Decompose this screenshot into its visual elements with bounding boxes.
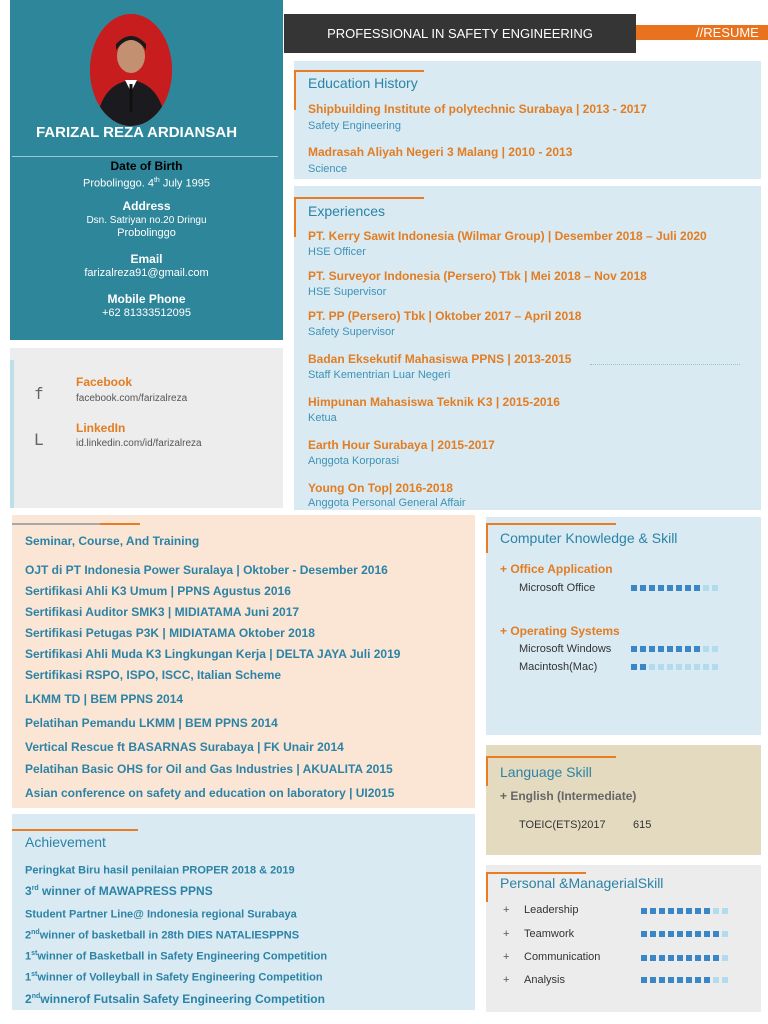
divider — [486, 872, 488, 902]
skill-name: Microsoft Windows — [519, 643, 612, 655]
bullet: + — [503, 904, 510, 916]
skill-bar — [641, 931, 728, 937]
skill-bar-segment — [695, 955, 701, 961]
skill-bar — [641, 908, 728, 914]
skill-bar-segment — [722, 908, 728, 914]
achievement-item: Student Partner Line@ Indonesia regional Surabaya — [25, 908, 297, 921]
skill-name: Communication — [524, 951, 601, 963]
phone-label: Mobile Phone — [107, 292, 186, 306]
linkedin-label[interactable]: LinkedIn — [76, 421, 126, 435]
skill-bar-segment — [676, 646, 682, 652]
skill-bar-segment — [704, 908, 710, 914]
divider — [486, 523, 616, 525]
facebook-icon: f — [34, 384, 44, 403]
skill-bar-segment — [694, 646, 700, 652]
skill-bar-segment — [694, 664, 700, 670]
divider — [12, 156, 278, 157]
skill-bar-segment — [650, 977, 656, 983]
skill-bar-segment — [640, 646, 646, 652]
divider — [294, 197, 296, 237]
skill-bar-segment — [640, 585, 646, 591]
skill-bar-segment — [641, 931, 647, 937]
avatar — [90, 14, 172, 126]
dob-label: Date of Birth — [110, 159, 183, 173]
skill-bar-segment — [659, 931, 665, 937]
experience-role: HSE Officer — [308, 246, 366, 258]
skill-name: Macintosh(Mac) — [519, 661, 598, 673]
experience-org: PT. Kerry Sawit Indonesia (Wilmar Group) | Desember 2018 – Juli 2020 — [308, 229, 707, 243]
experience-org: Himpunan Mahasiswa Teknik K3 | 2015-2016 — [308, 395, 560, 409]
education-org: Madrasah Aliyah Negeri 3 Malang | 2010 - 2013 — [308, 145, 573, 159]
profile-name: FARIZAL REZA ARDIANSAH — [35, 124, 238, 141]
achievement-item: Peringkat Biru hasil penilaian PROPER 2018 & 2019 — [25, 864, 295, 877]
phone-value: +62 81333512095 — [101, 307, 191, 319]
skill-bar-segment — [641, 955, 647, 961]
divider — [486, 523, 488, 553]
skill-bar-segment — [677, 955, 683, 961]
skill-bar-segment — [640, 664, 646, 670]
education-detail: Science — [308, 163, 348, 175]
test-score: 615 — [633, 819, 652, 831]
divider — [100, 523, 140, 525]
skill-bar-segment — [694, 585, 700, 591]
skill-bar-segment — [668, 931, 674, 937]
skill-bar-segment — [650, 931, 656, 937]
resume-tab: //RESUME — [636, 25, 768, 40]
skill-bar-segment — [668, 955, 674, 961]
skill-bar-segment — [631, 585, 637, 591]
divider — [10, 360, 14, 508]
skill-bar — [641, 977, 728, 983]
skill-bar-segment — [685, 664, 691, 670]
skill-bar-segment — [667, 646, 673, 652]
skill-bar-segment — [658, 646, 664, 652]
skill-bar-segment — [713, 955, 719, 961]
skill-bar-segment — [704, 977, 710, 983]
seminar-item: Sertifikasi RSPO, ISPO, ISCC, Italian Scheme — [25, 668, 282, 682]
skill-bar — [631, 646, 718, 652]
experience-role: Anggota Korporasi — [308, 455, 400, 467]
skill-bar-segment — [695, 931, 701, 937]
skill-bar-segment — [704, 931, 710, 937]
achievement-item: 2ndwinnerof Futsalin Safety Engineering Competition — [25, 992, 325, 1006]
skill-bar-segment — [668, 908, 674, 914]
address-label: Address — [122, 199, 171, 213]
skill-bar-segment — [722, 977, 728, 983]
skill-bar-segment — [712, 585, 718, 591]
skill-bar-segment — [686, 908, 692, 914]
divider — [486, 872, 586, 874]
skill-bar-segment — [703, 585, 709, 591]
skill-bar-segment — [650, 908, 656, 914]
divider — [486, 756, 488, 786]
seminar-item: Sertifikasi Petugas P3K | MIDIATAMA Oktober 2018 — [25, 626, 315, 640]
experience-org: PT. Surveyor Indonesia (Persero) Tbk | Mei 2018 – Nov 2018 — [308, 269, 647, 283]
social-panel — [10, 348, 283, 508]
skill-bar-segment — [659, 977, 665, 983]
skill-bar-segment — [703, 646, 709, 652]
divider — [12, 523, 100, 525]
skill-bar-segment — [659, 908, 665, 914]
skill-bar-segment — [667, 585, 673, 591]
experience-org: Earth Hour Surabaya | 2015-2017 — [308, 438, 495, 452]
experience-role: Staff Kementrian Luar Negeri — [308, 369, 451, 381]
skill-bar-segment — [649, 646, 655, 652]
seminar-item: Pelatihan Basic OHS for Oil and Gas Industries | AKUALITA 2015 — [25, 762, 393, 776]
skill-bar-segment — [641, 908, 647, 914]
skill-bar-segment — [676, 664, 682, 670]
seminar-item: Sertifikasi Auditor SMK3 | MIDIATAMA Juni 2017 — [25, 605, 300, 619]
skill-bar-segment — [686, 977, 692, 983]
seminar-item: Sertifikasi Ahli K3 Umum | PPNS Agustus 2016 — [25, 584, 291, 598]
achievement-item: 2ndwinner of basketball in 28th DIES NATALIESPPNS — [25, 929, 300, 942]
skill-bar-segment — [650, 955, 656, 961]
skill-bar-segment — [658, 664, 664, 670]
divider — [294, 70, 424, 72]
education-org: Shipbuilding Institute of polytechnic Surabaya | 2013 - 2017 — [308, 102, 647, 116]
bullet: + — [503, 951, 510, 963]
skill-bar-segment — [686, 955, 692, 961]
skill-bar-segment — [686, 931, 692, 937]
experience-role: Anggota Personal General Affair — [308, 497, 466, 509]
skill-bar-segment — [667, 664, 673, 670]
skill-name: Analysis — [524, 974, 565, 986]
linkedin-url[interactable]: id.linkedin.com/id/farizalreza — [76, 438, 202, 449]
skill-bar-segment — [703, 664, 709, 670]
address-line2: Probolinggo — [117, 227, 176, 239]
language-item: + English (Intermediate) — [500, 789, 637, 803]
skill-bar-segment — [659, 955, 665, 961]
skill-bar-segment — [631, 646, 637, 652]
skill-bar-segment — [713, 908, 719, 914]
skill-bar-segment — [649, 664, 655, 670]
skill-bar-segment — [677, 977, 683, 983]
skill-bar-segment — [722, 955, 728, 961]
experience-role: Safety Supervisor — [308, 326, 395, 338]
header-title: PROFESSIONAL IN SAFETY ENGINEERING — [284, 14, 636, 53]
divider — [294, 197, 424, 199]
email-label: Email — [130, 252, 163, 266]
skill-bar-segment — [704, 955, 710, 961]
experience-org: Badan Eksekutif Mahasiswa PPNS | 2013-2015 — [308, 352, 572, 366]
skill-name: Leadership — [524, 904, 579, 916]
skill-bar — [631, 585, 718, 591]
education-detail: Safety Engineering — [308, 120, 401, 132]
achievement-item: 1stwinner of Volleyball in Safety Engineering Competition — [25, 971, 323, 984]
seminar-item: Sertifikasi Ahli Muda K3 Lingkungan Kerja | DELTA JAYA Juli 2019 — [25, 647, 401, 661]
skill-bar-segment — [713, 931, 719, 937]
skill-bar-segment — [676, 585, 682, 591]
seminar-title: Seminar, Course, And Training — [25, 534, 200, 548]
skill-bar-segment — [712, 664, 718, 670]
dob-value: Probolinggo. 4th July 1995 — [83, 177, 210, 190]
experience-org: Young On Top| 2016-2018 — [308, 481, 453, 495]
address-line1: Dsn. Satriyan no.20 Dringu — [86, 215, 207, 226]
skill-bar — [631, 664, 718, 670]
skill-bar-segment — [695, 908, 701, 914]
education-title: Education History — [308, 75, 418, 91]
skill-name: Microsoft Office — [519, 582, 596, 594]
skill-category: + Operating Systems — [500, 624, 620, 638]
skill-bar-segment — [695, 977, 701, 983]
personal-title: Personal &ManagerialSkill — [500, 875, 664, 891]
skill-bar-segment — [722, 931, 728, 937]
achievement-title: Achievement — [25, 834, 106, 850]
divider — [486, 756, 616, 758]
facebook-label[interactable]: Facebook — [76, 375, 133, 389]
seminar-item: Asian conference on safety and education on laboratory | UI2015 — [25, 786, 395, 800]
bullet: + — [503, 928, 510, 940]
divider — [12, 829, 138, 831]
seminar-item: OJT di PT Indonesia Power Suralaya | Oktober - Desember 2016 — [25, 563, 388, 577]
test-name: TOEIC(ETS)2017 — [519, 819, 606, 831]
experience-role: HSE Supervisor — [308, 286, 387, 298]
skill-bar-segment — [658, 585, 664, 591]
skill-bar-segment — [713, 977, 719, 983]
email-value[interactable]: farizalreza91@gmail.com — [84, 267, 209, 279]
skill-bar — [641, 955, 728, 961]
experience-org: PT. PP (Persero) Tbk | Oktober 2017 – April 2018 — [308, 309, 582, 323]
skill-bar-segment — [677, 931, 683, 937]
achievement-item: 3rd winner of MAWAPRESS PPNS — [25, 884, 213, 898]
skill-name: Teamwork — [524, 928, 575, 940]
skill-bar-segment — [685, 585, 691, 591]
experience-role: Ketua — [308, 412, 337, 424]
experiences-title: Experiences — [308, 203, 386, 219]
profile-photo — [90, 14, 172, 126]
divider — [590, 364, 740, 365]
language-title: Language Skill — [500, 764, 592, 780]
skill-bar-segment — [641, 977, 647, 983]
skill-bar-segment — [649, 585, 655, 591]
skill-bar-segment — [685, 646, 691, 652]
computer-title: Computer Knowledge & Skill — [500, 530, 678, 546]
achievement-item: 1stwinner of Basketball in Safety Engineering Competition — [25, 950, 328, 963]
seminar-item: LKMM TD | BEM PPNS 2014 — [25, 692, 184, 706]
skill-bar-segment — [631, 664, 637, 670]
skill-bar-segment — [668, 977, 674, 983]
seminar-item: Pelatihan Pemandu LKMM | BEM PPNS 2014 — [25, 716, 278, 730]
skill-bar-segment — [677, 908, 683, 914]
facebook-url[interactable]: facebook.com/farizalreza — [76, 393, 188, 404]
skill-bar-segment — [712, 646, 718, 652]
skill-category: + Office Application — [500, 562, 613, 576]
seminar-item: Vertical Rescue ft BASARNAS Surabaya | FK Unair 2014 — [25, 740, 344, 754]
linkedin-icon: L — [34, 430, 44, 449]
divider — [294, 70, 296, 110]
bullet: + — [503, 974, 510, 986]
